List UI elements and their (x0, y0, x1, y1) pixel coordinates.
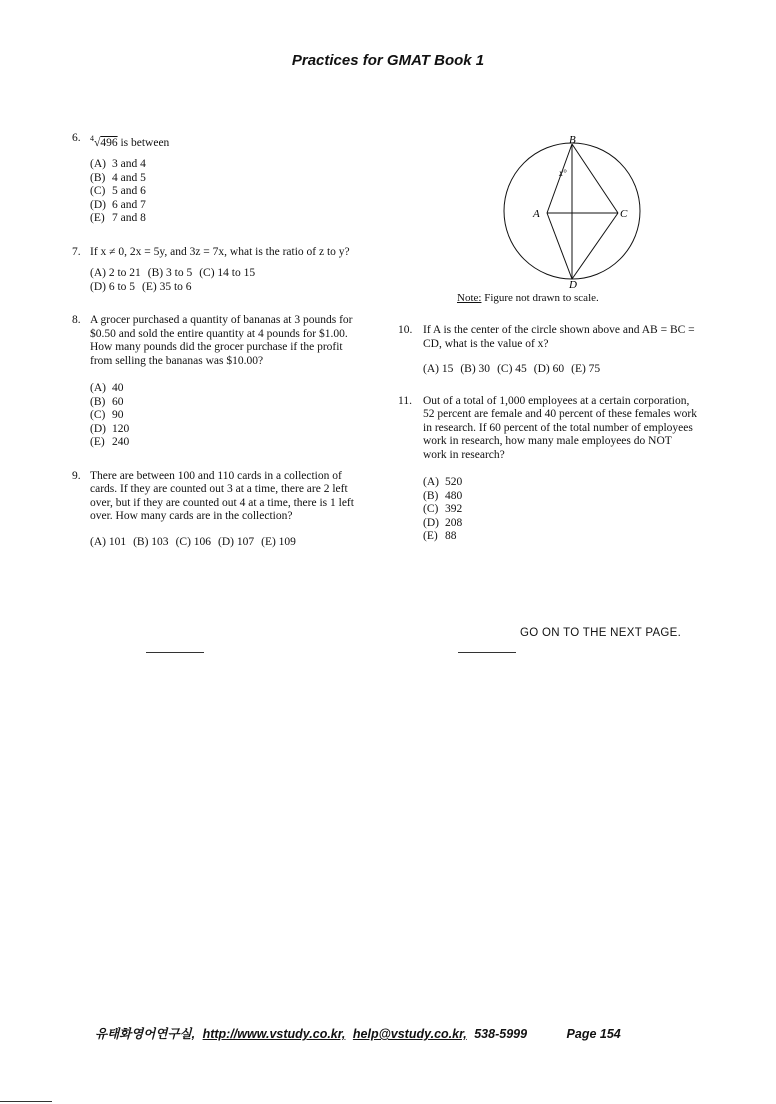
question-11 (398, 395, 698, 544)
option (423, 476, 698, 490)
question-10 (398, 324, 698, 377)
answer-options (90, 158, 362, 226)
question-stem: There are between 100 and 110 cards in a collection of cards. If they are counted out 3 at a time, there are 2 left over, but if they are counted out 4 at a time, there is 1 left over. How many cards are in the collection? (90, 469, 354, 523)
label-d: D (569, 279, 577, 289)
option: (C) 106 (175, 535, 212, 548)
option-text: 480 (445, 489, 463, 502)
question-stem: Out of a total of 1,000 employees at a certain corporation, 52 percent are female and 40 percent of these females work in research. If 60 percent of the total number of employees work in research, how many male employees do NOT work in research? (423, 394, 697, 461)
option (423, 503, 698, 517)
question-number: 9. (72, 469, 81, 482)
option-label: (B) (90, 171, 106, 184)
option-text: 7 and 8 (112, 212, 146, 225)
option-label: (A) (90, 382, 106, 395)
geometry-diagram (455, 134, 655, 289)
option (90, 423, 362, 437)
option (423, 490, 698, 504)
option-label: (E) (90, 212, 105, 225)
question-7 (72, 246, 362, 295)
option: (A) 101 (90, 535, 127, 548)
option-text: 90 (112, 409, 124, 422)
divider (0, 1101, 52, 1102)
answer-options (423, 476, 698, 544)
question-9 (72, 470, 362, 550)
left-column (72, 132, 362, 549)
question-number: 10. (398, 324, 413, 336)
option-label: (E) (90, 436, 105, 449)
option-label: (D) (423, 516, 439, 529)
segment-ab (547, 144, 572, 213)
option (90, 409, 362, 423)
footer-phone: 538-5999 (474, 1027, 528, 1041)
options-line (90, 267, 362, 281)
option (423, 517, 698, 531)
radicand: 496 (100, 136, 118, 149)
segment-cd (572, 213, 618, 279)
option (90, 185, 362, 199)
option-label: (C) (90, 185, 106, 198)
figure-note (457, 292, 599, 304)
question-stem: A grocer purchased a quantity of bananas at 3 pounds for $0.50 and sold the entire quantity at 4 pounds for $1.00. How many pounds did the grocer purchase if the profit from selling the bananas was $10.00? (90, 314, 353, 367)
answer-options (90, 382, 362, 450)
option-text: 4 and 5 (112, 171, 146, 184)
option-label: (E) (423, 530, 438, 542)
note-text: Figure not drawn to scale. (481, 292, 599, 304)
option: (A) 15 (423, 363, 454, 375)
option: (A) 2 to 21 (90, 267, 141, 280)
divider (146, 652, 204, 653)
option: (B) 30 (460, 363, 491, 375)
stem-text: is between (117, 136, 170, 149)
option-text: 88 (445, 530, 457, 542)
segment-ad (547, 213, 572, 279)
option: (C) 14 to 15 (199, 267, 256, 280)
question-number: 6. (72, 132, 81, 144)
option-text: 520 (445, 476, 463, 488)
option: (B) 3 to 5 (147, 267, 193, 280)
options-line (90, 281, 362, 295)
question-number: 11. (398, 394, 412, 407)
option (90, 212, 362, 226)
right-column (398, 324, 698, 544)
label-b: B (569, 134, 576, 146)
option-label: (C) (423, 503, 439, 515)
label-a: A (533, 208, 540, 220)
option-text: 392 (445, 503, 463, 515)
circle-figure (455, 134, 655, 304)
footer-url-link[interactable]: http://www.vstudy.co.kr, (202, 1027, 346, 1041)
page-title: Practices for GMAT Book 1 (291, 52, 485, 69)
option-label: (C) (90, 409, 106, 422)
option-label: (A) (90, 158, 106, 171)
option-label: (D) (90, 198, 106, 211)
option-text: 6 and 7 (112, 198, 146, 211)
footer-org: 유태화영어연구실, (95, 1027, 196, 1041)
option (423, 530, 698, 544)
option (90, 172, 362, 186)
option: (E) 35 to 6 (142, 280, 192, 293)
question-stem: If x ≠ 0, 2x = 5y, and 3z = 7x, what is the ratio of z to y? (90, 245, 350, 258)
option: (B) 103 (133, 535, 169, 548)
answer-options (90, 536, 362, 550)
option-text: 5 and 6 (112, 185, 146, 198)
page-footer (95, 1024, 625, 1042)
divider (458, 652, 516, 653)
option: (E) 109 (261, 535, 296, 548)
option-text: 3 and 4 (112, 158, 146, 171)
option-label: (D) (90, 422, 106, 435)
option-label: (B) (90, 395, 106, 408)
option: (E) 75 (571, 363, 601, 375)
option-text: 120 (112, 422, 130, 435)
option-text: 60 (112, 395, 124, 408)
page-number: Page 154 (566, 1027, 621, 1041)
question-stem (90, 132, 362, 150)
note-label: Note: (457, 292, 482, 304)
radical-index: 4 (90, 134, 94, 143)
angle-x-label: x° (559, 168, 567, 178)
answer-options (423, 363, 698, 377)
question-8 (72, 314, 362, 450)
option-text: 208 (445, 516, 463, 529)
option-text: 40 (112, 382, 124, 395)
option-text: 240 (112, 436, 130, 449)
question-number: 8. (72, 314, 81, 327)
answer-options (90, 267, 362, 294)
option (90, 382, 362, 396)
footer-email-link[interactable]: help@vstudy.co.kr, (352, 1027, 467, 1041)
option: (D) 6 to 5 (90, 280, 136, 293)
option: (D) 107 (218, 535, 255, 548)
option: (C) 45 (497, 363, 527, 375)
option-label: (A) (423, 476, 439, 488)
question-number: 7. (72, 245, 81, 258)
option: (D) 60 (533, 363, 565, 375)
question-stem: If A is the center of the circle shown above and AB = BC = CD, what is the value of x? (423, 324, 695, 350)
go-on-notice: GO ON TO THE NEXT PAGE. (520, 627, 682, 639)
question-6 (72, 132, 362, 226)
label-c: C (620, 208, 628, 220)
segment-bc (572, 144, 618, 213)
option (90, 158, 362, 172)
radical-sign-icon: √ (94, 136, 101, 149)
option-label: (B) (423, 489, 439, 502)
option (90, 396, 362, 410)
option (90, 436, 362, 450)
option (90, 199, 362, 213)
